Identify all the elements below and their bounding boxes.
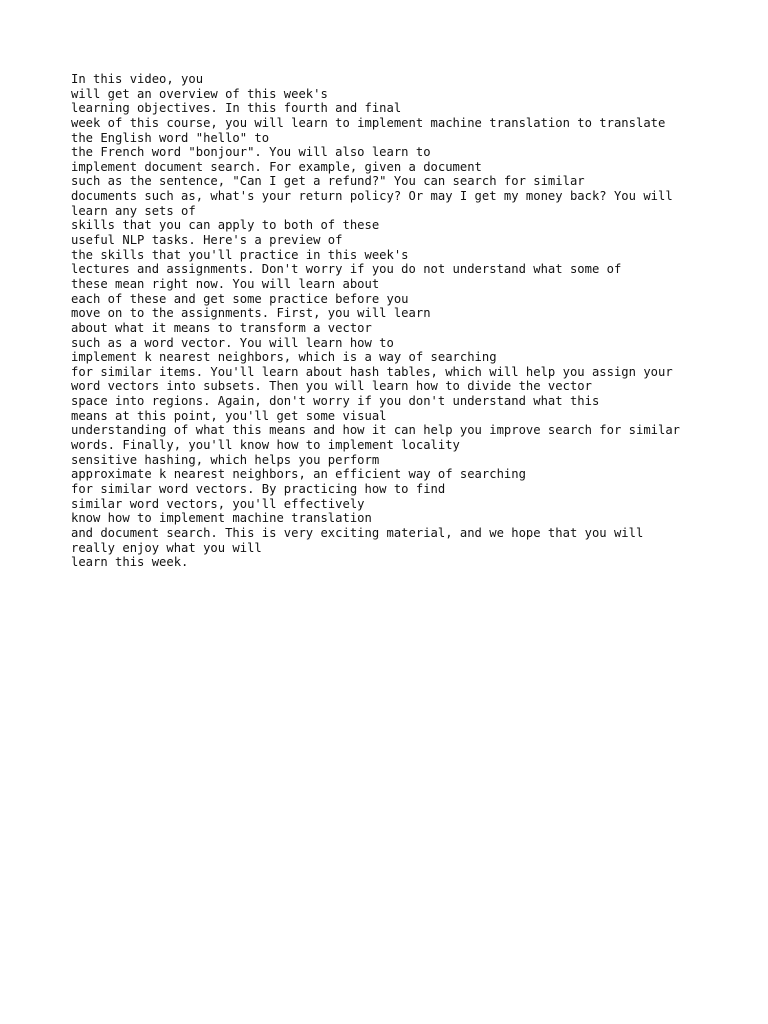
text-line: learn this week. bbox=[71, 555, 189, 570]
text-line: sensitive hashing, which helps you perform bbox=[71, 452, 380, 467]
text-line: approximate k nearest neighbors, an efficient way of searching bbox=[71, 467, 526, 482]
text-line: implement k nearest neighbors, which is a way of searching bbox=[71, 350, 497, 365]
text-line: such as a word vector. You will learn how to bbox=[71, 335, 394, 350]
text-line: words. Finally, you'll know how to implement locality bbox=[71, 438, 460, 453]
text-line: skills that you can apply to both of these bbox=[71, 218, 380, 233]
transcript-text bbox=[71, 72, 751, 570]
text-line: the skills that you'll practice in this week's bbox=[71, 247, 409, 262]
text-line: such as the sentence, "Can I get a refund?" You can search for similar bbox=[71, 174, 585, 189]
text-line: these mean right now. You will learn about bbox=[71, 276, 380, 291]
text-line: word vectors into subsets. Then you will learn how to divide the vector bbox=[71, 379, 592, 394]
text-line: documents such as, what's your return policy? Or may I get my money back? You will bbox=[71, 189, 673, 204]
text-line: useful NLP tasks. Here's a preview of bbox=[71, 233, 343, 248]
text-line: implement document search. For example, given a document bbox=[71, 159, 482, 174]
text-line: means at this point, you'll get some visual bbox=[71, 408, 387, 423]
text-line: space into regions. Again, don't worry if you don't understand what this bbox=[71, 394, 600, 409]
text-line: will get an overview of this week's bbox=[71, 86, 328, 101]
text-line: move on to the assignments. First, you will learn bbox=[71, 306, 431, 321]
text-line: week of this course, you will learn to implement machine translation to translate bbox=[71, 115, 666, 130]
text-line: In this video, you bbox=[71, 72, 204, 86]
text-line: learning objectives. In this fourth and final bbox=[71, 101, 402, 116]
text-line: and document search. This is very exciting material, and we hope that you will bbox=[71, 525, 644, 540]
text-line: the English word "hello" to bbox=[71, 130, 270, 145]
text-line: understanding of what this means and how it can help you improve search for similar bbox=[71, 423, 681, 438]
text-line: learn any sets of bbox=[71, 203, 196, 218]
text-line: lectures and assignments. Don't worry if you do not understand what some of bbox=[71, 262, 622, 277]
text-line: know how to implement machine translation bbox=[71, 511, 372, 526]
text-line: each of these and get some practice before you bbox=[71, 291, 409, 306]
text-line: similar word vectors, you'll effectively bbox=[71, 496, 365, 511]
text-line: really enjoy what you will bbox=[71, 540, 262, 555]
text-line: about what it means to transform a vector bbox=[71, 320, 372, 335]
text-line: the French word "bonjour". You will also learn to bbox=[71, 145, 431, 160]
text-line: for similar items. You'll learn about hash tables, which will help you assign your bbox=[71, 364, 673, 379]
text-line: for similar word vectors. By practicing how to find bbox=[71, 481, 446, 496]
